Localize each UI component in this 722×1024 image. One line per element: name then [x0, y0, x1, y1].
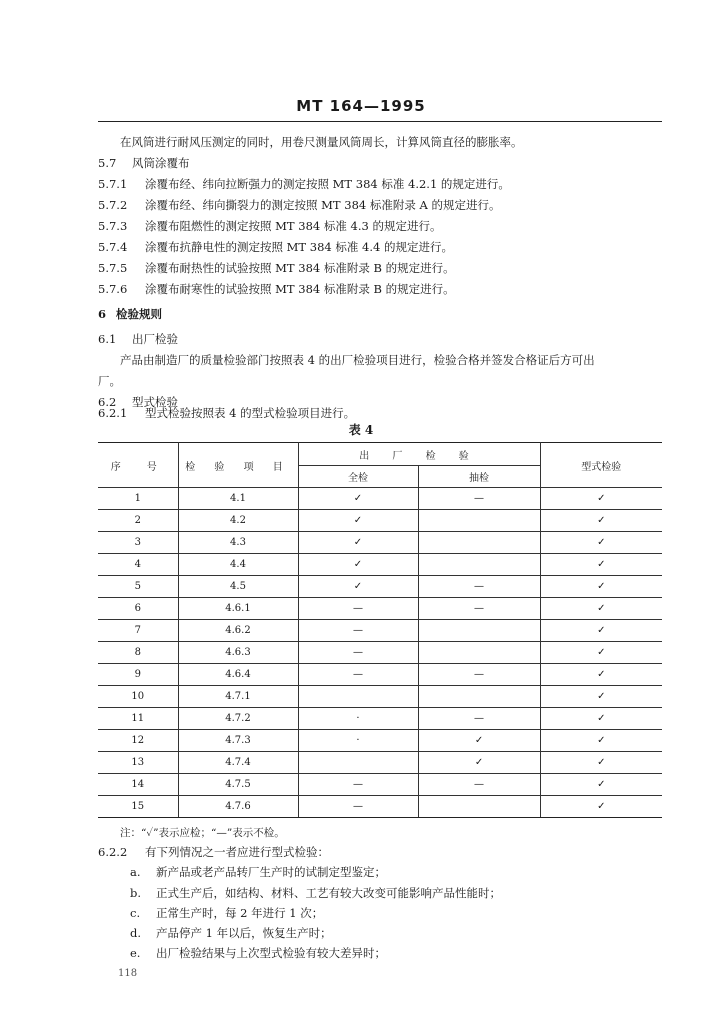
cell-type: ✓ [540, 774, 662, 796]
list-label: d. [130, 926, 142, 940]
cell-type: ✓ [540, 620, 662, 642]
cell-seq: 4 [98, 554, 178, 576]
cell-type: ✓ [540, 598, 662, 620]
list-label: c. [130, 906, 141, 920]
heading-title: 风筒涂覆布 [132, 156, 190, 170]
table-row [98, 796, 662, 818]
table-row [98, 532, 662, 554]
cell-type: ✓ [540, 510, 662, 532]
cell-type: ✓ [540, 554, 662, 576]
cell-full: — [298, 642, 418, 664]
cell-full: — [298, 664, 418, 686]
table-row [98, 620, 662, 642]
cell-full: — [298, 620, 418, 642]
cell-seq: 8 [98, 642, 178, 664]
cell-full: · [298, 730, 418, 752]
cell-item: 4.6.4 [178, 664, 298, 686]
clause-5-7-4 [98, 240, 453, 254]
paragraph-6-1-line2: 厂。 [98, 374, 121, 388]
clause-text: 涂覆布经、纬向拉断强力的测定按照 MT 384 标准 4.2.1 的规定进行。 [145, 177, 510, 191]
clause-text: 涂覆布耐热性的试验按照 MT 384 标准附录 B 的规定进行。 [145, 261, 455, 275]
clause-number: 6.2.1 [98, 406, 128, 420]
cell-sample: — [418, 488, 540, 510]
table-row [98, 752, 662, 774]
cell-full: ✓ [298, 532, 418, 554]
header-rule [98, 121, 662, 122]
cell-seq: 13 [98, 752, 178, 774]
clause-5-7-5 [98, 261, 455, 275]
clause-text: 型式检验按照表 4 的型式检验项目进行。 [145, 406, 356, 420]
list-label: e. [130, 946, 141, 960]
list-item-a [130, 865, 386, 879]
cell-sample: — [418, 598, 540, 620]
clause-text: 涂覆布阻燃性的测定按照 MT 384 标准 4.3 的规定进行。 [145, 219, 442, 233]
heading-6-1 [98, 332, 178, 346]
clause-6-2-1 [98, 406, 355, 420]
cell-seq: 3 [98, 532, 178, 554]
list-item-c [130, 906, 323, 920]
cell-item: 4.6.2 [178, 620, 298, 642]
cell-sample: — [418, 664, 540, 686]
cell-item: 4.7.4 [178, 752, 298, 774]
cell-seq: 11 [98, 708, 178, 730]
clause-5-7-2 [98, 198, 500, 212]
table-row [98, 642, 662, 664]
cell-seq: 12 [98, 730, 178, 752]
running-header: MT 164—1995 [296, 97, 426, 115]
page-number: 118 [118, 968, 138, 979]
cell-seq: 1 [98, 488, 178, 510]
list-item-d [130, 926, 332, 940]
list-text: 产品停产 1 年以后，恢复生产时； [156, 926, 332, 940]
table-row [98, 686, 662, 708]
cell-seq: 10 [98, 686, 178, 708]
cell-full: ✓ [298, 576, 418, 598]
paragraph-6-1-line1: 产品由制造厂的质量检验部门按照表 4 的出厂检验项目进行，检验合格并签发合格证后方可出 [120, 353, 595, 367]
list-text: 新产品或老产品转厂生产时的试制定型鉴定； [156, 865, 386, 879]
cell-seq: 5 [98, 576, 178, 598]
cell-full: ✓ [298, 488, 418, 510]
cell-full: ✓ [298, 554, 418, 576]
cell-full [298, 686, 418, 708]
cell-seq: 14 [98, 774, 178, 796]
table-row [98, 708, 662, 730]
list-text: 正常生产时，每 2 年进行 1 次； [156, 906, 324, 920]
heading-title: 检验规则 [116, 307, 162, 321]
cell-seq: 7 [98, 620, 178, 642]
cell-full: — [298, 796, 418, 818]
clause-number: 5.7.5 [98, 261, 128, 275]
table-row [98, 774, 662, 796]
clause-5-7-3 [98, 219, 441, 233]
cell-type: ✓ [540, 730, 662, 752]
table-row [98, 510, 662, 532]
clause-text: 涂覆布抗静电性的测定按照 MT 384 标准 4.4 的规定进行。 [145, 240, 453, 254]
cell-item: 4.1 [178, 488, 298, 510]
table-row [98, 730, 662, 752]
cell-sample [418, 642, 540, 664]
list-text: 出厂检验结果与上次型式检验有较大差异时； [156, 946, 386, 960]
clause-6-2-2 [98, 845, 329, 859]
cell-full: ✓ [298, 510, 418, 532]
header-sample: 抽检 [418, 466, 540, 488]
clause-number: 5.7.1 [98, 177, 128, 191]
cell-seq: 6 [98, 598, 178, 620]
heading-5-7 [98, 156, 190, 170]
list-item-e [130, 946, 386, 960]
cell-type: ✓ [540, 642, 662, 664]
cell-item: 4.7.3 [178, 730, 298, 752]
cell-sample: — [418, 708, 540, 730]
cell-sample: ✓ [418, 730, 540, 752]
cell-type: ✓ [540, 664, 662, 686]
list-item-b [130, 886, 501, 900]
table-row [98, 488, 662, 510]
clause-text: 有下列情况之一者应进行型式检验： [145, 845, 329, 859]
cell-type: ✓ [540, 488, 662, 510]
cell-type: ✓ [540, 796, 662, 818]
cell-type: ✓ [540, 708, 662, 730]
cell-type: ✓ [540, 576, 662, 598]
header-full: 全检 [298, 466, 418, 488]
heading-number: 6 [98, 307, 107, 321]
table-row [98, 598, 662, 620]
cell-type: ✓ [540, 752, 662, 774]
cell-item: 4.6.3 [178, 642, 298, 664]
table-row [98, 664, 662, 686]
header-item: 检 验 项 目 [178, 443, 298, 488]
cell-sample [418, 796, 540, 818]
table-note: 注：“✓”表示应检；“—”表示不检。 [120, 827, 285, 839]
table-caption: 表 4 [348, 423, 374, 437]
paragraph-top: 在风筒进行耐风压测定的同时，用卷尺测量风筒周长，计算风筒直径的膨胀率。 [120, 135, 523, 149]
clause-text: 涂覆布经、纬向撕裂力的测定按照 MT 384 标准附录 A 的规定进行。 [145, 198, 501, 212]
header-factory: 出 厂 检 验 [298, 443, 540, 466]
clause-number: 5.7.2 [98, 198, 128, 212]
cell-type: ✓ [540, 686, 662, 708]
header-type: 型式检验 [540, 443, 662, 488]
cell-sample [418, 510, 540, 532]
heading-title: 型式检验 [132, 395, 178, 409]
list-label: a. [130, 865, 141, 879]
cell-type: ✓ [540, 532, 662, 554]
clause-number: 5.7.4 [98, 240, 128, 254]
heading-6 [98, 307, 162, 321]
list-label: b. [130, 886, 142, 900]
cell-item: 4.5 [178, 576, 298, 598]
cell-item: 4.7.2 [178, 708, 298, 730]
clause-text: 涂覆布耐寒性的试验按照 MT 384 标准附录 B 的规定进行。 [145, 282, 455, 296]
cell-seq: 15 [98, 796, 178, 818]
cell-sample: ✓ [418, 752, 540, 774]
clause-5-7-1 [98, 177, 510, 191]
cell-item: 4.7.6 [178, 796, 298, 818]
cell-seq: 9 [98, 664, 178, 686]
cell-sample: — [418, 576, 540, 598]
cell-full [298, 752, 418, 774]
cell-item: 4.2 [178, 510, 298, 532]
cell-seq: 2 [98, 510, 178, 532]
cell-sample [418, 620, 540, 642]
table-row [98, 576, 662, 598]
cell-item: 4.7.1 [178, 686, 298, 708]
clause-number: 5.7.6 [98, 282, 128, 296]
cell-item: 4.3 [178, 532, 298, 554]
heading-number: 6.2 [98, 395, 117, 409]
clause-number: 6.2.2 [98, 845, 128, 859]
heading-number: 6.1 [98, 332, 117, 346]
inspection-table [98, 442, 662, 818]
cell-item: 4.6.1 [178, 598, 298, 620]
cell-full: · [298, 708, 418, 730]
header-seq: 序 号 [98, 443, 178, 488]
cell-item: 4.4 [178, 554, 298, 576]
cell-sample [418, 554, 540, 576]
cell-sample [418, 686, 540, 708]
cell-sample: — [418, 774, 540, 796]
clause-5-7-6 [98, 282, 455, 296]
cell-full: — [298, 774, 418, 796]
heading-number: 5.7 [98, 156, 117, 170]
cell-full: — [298, 598, 418, 620]
table-row [98, 554, 662, 576]
heading-title: 出厂检验 [132, 332, 178, 346]
clause-number: 5.7.3 [98, 219, 128, 233]
cell-item: 4.7.5 [178, 774, 298, 796]
list-text: 正式生产后，如结构、材料、工艺有较大改变可能影响产品性能时； [156, 886, 501, 900]
cell-sample [418, 532, 540, 554]
